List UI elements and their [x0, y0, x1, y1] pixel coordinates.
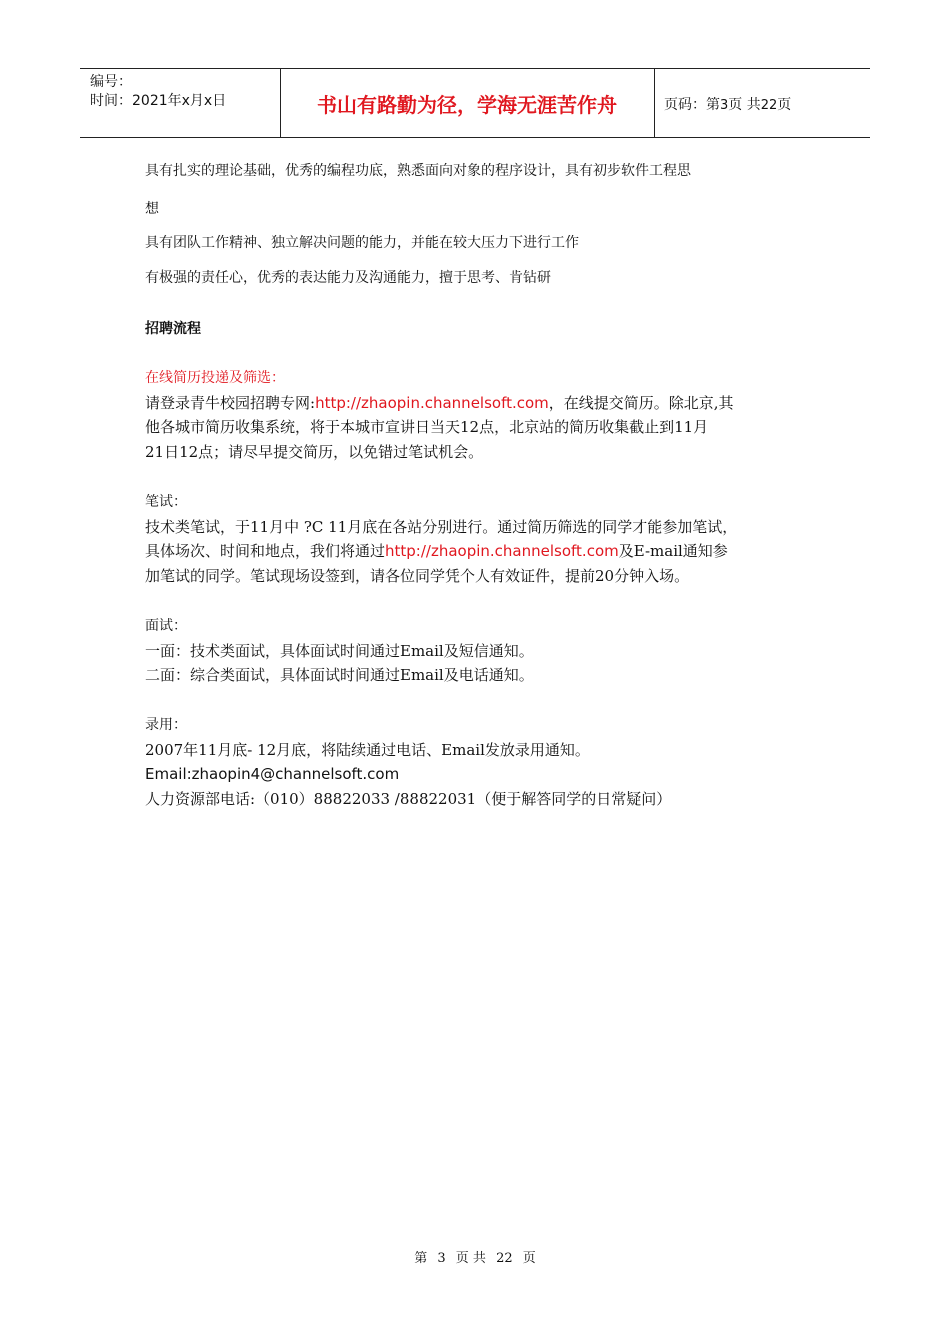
footer-mid: 页 共: [455, 1251, 486, 1266]
recruit-link[interactable]: http://zhaopin.channelsoft.com: [385, 542, 619, 560]
offer-section: [145, 713, 815, 811]
recruit-link[interactable]: http://zhaopin.channelsoft.com: [315, 393, 549, 412]
written-text: 及E-mail通知参: [618, 542, 728, 560]
page-label: 页码：第: [664, 97, 720, 113]
interview-heading: 面试：: [145, 618, 187, 634]
written-line: [145, 539, 815, 564]
time-line: [90, 92, 226, 111]
number-label: 编号：: [90, 74, 132, 90]
written-heading: 笔试：: [145, 494, 187, 510]
page-current: 3: [720, 98, 729, 113]
footer-total: 22: [496, 1251, 513, 1266]
offer-heading: 录用：: [145, 717, 187, 733]
footer-current: 3: [437, 1251, 446, 1266]
interview-section: [145, 614, 815, 688]
online-text: 请登录青牛校园招聘专网:: [145, 393, 316, 412]
page-footer: [0, 1247, 950, 1266]
requirement-line: 有极强的责任心，优秀的表达能力及沟通能力，擅于思考、肯钻研: [145, 270, 551, 286]
time-label: 时间：: [90, 93, 132, 109]
interview-line: 一面：技术类面试，具体面试时间通过Email及短信通知。: [145, 641, 534, 660]
online-line: 他各城市简历收集系统，将于本城市宣讲日当天12点，北京站的简历收集截止到11月: [145, 418, 709, 436]
requirement-line: 具有扎实的理论基础，优秀的编程功底，熟悉面向对象的程序设计，具有初步软件工程思: [145, 163, 691, 179]
online-line: 21日12点；请尽早提交简历，以免错过笔试机会。: [145, 442, 484, 461]
header-meta: [90, 73, 226, 111]
offer-line: 2007年11月底- 12月底，将陆续通过电话、Email发放录用通知。: [145, 740, 590, 759]
footer-prefix: 第: [414, 1251, 428, 1266]
written-line: 技术类笔试，于11月中 ?C 11月底在各站分别进行。通过简历筛选的同学才能参加笔试，: [145, 517, 738, 536]
online-line: [145, 391, 815, 416]
online-heading: 在线简历投递及筛选：: [145, 370, 285, 386]
process-heading: 招聘流程: [145, 321, 201, 337]
page-indicator: [664, 94, 791, 114]
time-value: 2021年x月x日: [132, 93, 227, 109]
requirement-line: 具有团队工作精神、独立解决问题的能力，并能在较大压力下进行工作: [145, 235, 579, 251]
written-text: 具体场次、时间和地点，我们将通过: [145, 542, 386, 560]
interview-line: 二面：综合类面试，具体面试时间通过Email及电话通知。: [145, 666, 534, 684]
motto: 书山有路勤为径，学海无涯苦作舟: [317, 92, 617, 117]
header-divider: [654, 69, 655, 137]
online-section: [145, 366, 815, 464]
document-header: [80, 68, 870, 138]
requirement-line: 想: [145, 201, 159, 217]
page-end: 页: [777, 97, 792, 113]
page-total: 22: [760, 98, 778, 113]
written-line: 加笔试的同学。笔试现场设签到，请各位同学凭个人有效证件，提前20分钟入场。: [145, 566, 690, 585]
written-section: [145, 490, 815, 588]
online-text: ，在线提交简历。除北京,其: [548, 393, 734, 412]
footer-suffix: 页: [522, 1251, 536, 1266]
page-mid: 页 共: [728, 97, 761, 113]
contact-phone: 人力资源部电话:（010）88822033 /88822031（便于解答同学的日常疑问）: [145, 789, 672, 808]
contact-email[interactable]: Email:zhaopin4@channelsoft.com: [145, 765, 400, 783]
